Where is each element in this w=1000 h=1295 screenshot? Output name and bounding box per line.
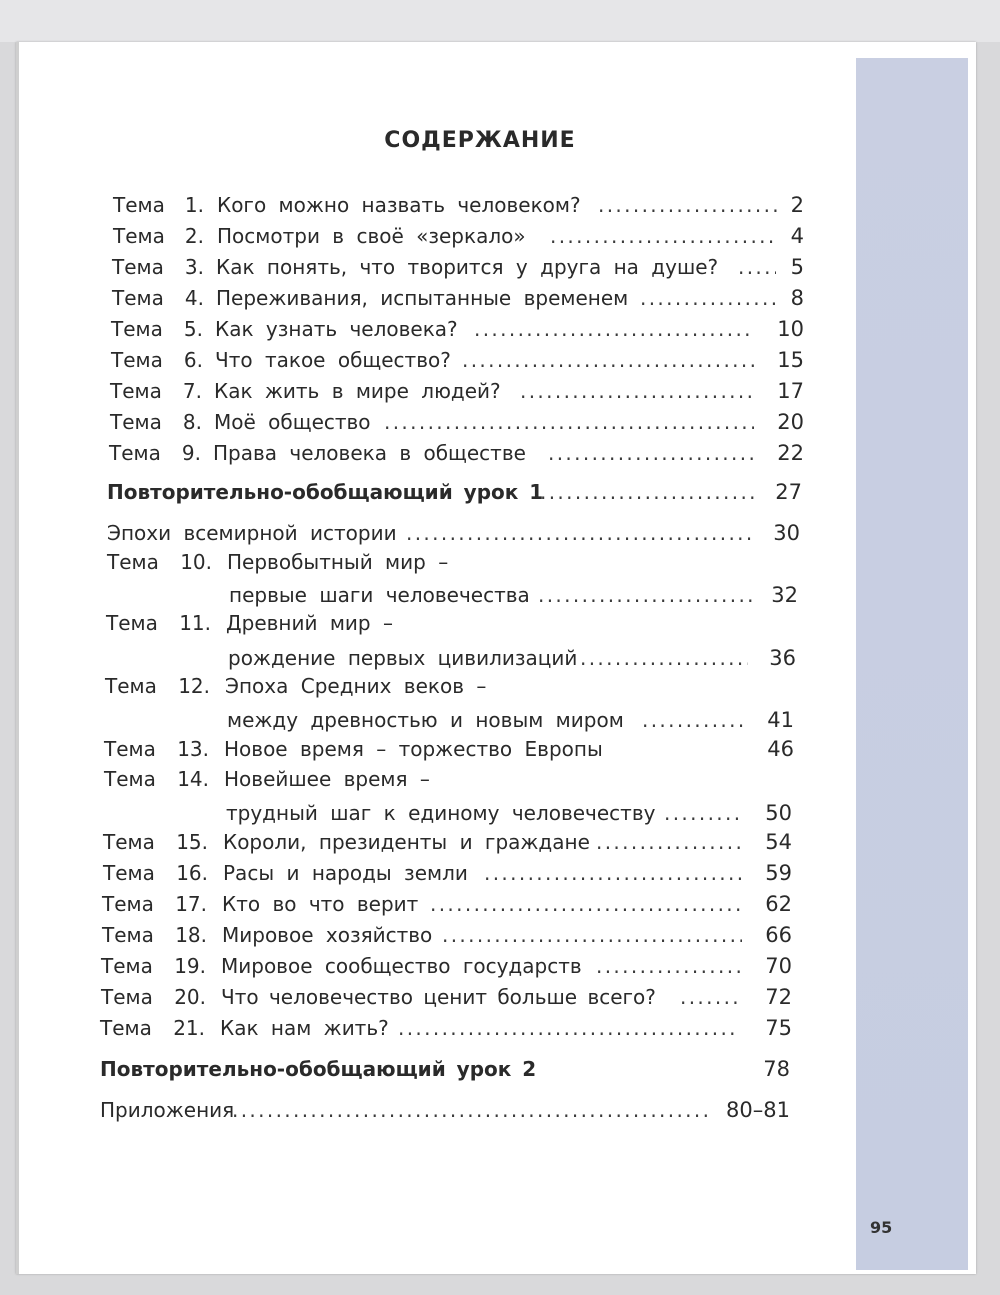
page-title: СОДЕРЖАНИЕ bbox=[384, 128, 576, 153]
toc-entry-label: Тема bbox=[113, 224, 165, 248]
toc-leader-dots bbox=[596, 951, 742, 981]
toc-entry-page: 32 bbox=[771, 583, 798, 607]
toc-entry-page: 2 bbox=[790, 193, 804, 217]
toc-entry-title: Мировое хозяйство bbox=[222, 923, 433, 947]
toc-entry-number: 4. bbox=[184, 286, 204, 310]
toc-entry-review bbox=[0, 477, 1000, 507]
toc-entry-title: Как узнать человека? bbox=[215, 317, 458, 341]
toc-entry-title: Как жить в мире людей? bbox=[214, 379, 501, 403]
toc-entry-title: Эпохи всемирной истории bbox=[107, 521, 397, 545]
toc-entry-label: Тема bbox=[102, 923, 154, 947]
toc-entry-title: Кого можно назвать человеком? bbox=[217, 193, 581, 217]
toc-entry-page: 59 bbox=[765, 861, 792, 885]
toc-entry-number: 8. bbox=[182, 410, 202, 434]
toc-leader-dots bbox=[580, 643, 748, 673]
toc-leader-dots bbox=[398, 1013, 740, 1043]
toc-entry bbox=[0, 951, 1000, 981]
toc-entry-page: 15 bbox=[777, 348, 804, 372]
toc-entry bbox=[0, 889, 1000, 919]
toc-entry-subtitle: рождение первых цивилизаций bbox=[228, 646, 578, 670]
toc-entry-label: Тема bbox=[110, 410, 162, 434]
toc-entry-label: Тема bbox=[104, 737, 156, 761]
toc-entry-title: Расы и народы земли bbox=[223, 861, 468, 885]
toc-entry-page: 78 bbox=[763, 1057, 790, 1081]
toc-entry-number: 3. bbox=[184, 255, 204, 279]
toc-entry-label: Тема bbox=[102, 892, 154, 916]
toc-entry bbox=[0, 376, 1000, 406]
toc-entry-number: 5. bbox=[183, 317, 203, 341]
toc-entry-label: Тема bbox=[100, 1016, 152, 1040]
toc-entry-number: 13. bbox=[177, 737, 209, 761]
toc-leader-dots bbox=[642, 705, 746, 735]
toc-entry-title: Как нам жить? bbox=[220, 1016, 389, 1040]
toc-entry-page: 4 bbox=[790, 224, 804, 248]
toc-entry-page: 62 bbox=[765, 892, 792, 916]
toc-entry-page: 54 bbox=[765, 830, 792, 854]
toc-entry-number: 14. bbox=[177, 767, 209, 791]
toc-entry-label: Тема bbox=[104, 767, 156, 791]
toc-entry bbox=[0, 827, 1000, 857]
toc-entry-title: Приложения bbox=[100, 1098, 235, 1122]
toc-entry-title: Короли, президенты и граждане bbox=[223, 830, 590, 854]
toc-entry bbox=[0, 858, 1000, 888]
toc-entry-title: Переживания, испытанные временем bbox=[216, 286, 629, 310]
toc-entry-title: Как понять, что творится у друга на душе? bbox=[216, 255, 719, 279]
toc-leader-dots bbox=[406, 518, 754, 548]
toc-leader-dots bbox=[442, 920, 742, 950]
toc-entry-title: Мировое сообщество государств bbox=[221, 954, 582, 978]
toc-entry-number: 18. bbox=[175, 923, 207, 947]
toc-entry-title: Посмотри в своё «зеркало» bbox=[217, 224, 526, 248]
toc-entry-subtitle: между древностью и новым миром bbox=[227, 708, 624, 732]
toc-entry-title: Повторительно-обобщающий урок 2 bbox=[100, 1057, 537, 1081]
toc-entry-page: 66 bbox=[765, 923, 792, 947]
toc-entry-page: 27 bbox=[775, 480, 802, 504]
toc-entry-page: 46 bbox=[767, 737, 794, 761]
toc-entry-number: 20. bbox=[174, 985, 206, 1009]
toc-entry-title: Повторительно-обобщающий урок 1 bbox=[107, 480, 544, 504]
toc-entry-label: Тема bbox=[101, 954, 153, 978]
toc-entry-page: 75 bbox=[765, 1016, 792, 1040]
toc-entry-title: Новейшее время – bbox=[224, 767, 430, 791]
toc-leader-dots bbox=[596, 827, 744, 857]
toc-entry-title: Первобытный мир – bbox=[227, 550, 449, 574]
toc-leader-dots bbox=[538, 580, 752, 610]
toc-leader-dots bbox=[462, 345, 754, 375]
toc-entry bbox=[0, 982, 1000, 1012]
toc-leader-dots bbox=[548, 438, 754, 468]
toc-entry-number: 10. bbox=[180, 550, 212, 574]
toc-entry-page: 30 bbox=[773, 521, 800, 545]
toc-entry bbox=[0, 547, 1000, 577]
toc-leader-dots bbox=[484, 858, 744, 888]
toc-leader-dots bbox=[598, 190, 778, 220]
toc-entry-page: 36 bbox=[769, 646, 796, 670]
toc-entry-review bbox=[0, 1054, 1000, 1084]
toc-entry-number: 15. bbox=[176, 830, 208, 854]
toc-entry-page: 8 bbox=[790, 286, 804, 310]
toc-entry bbox=[0, 407, 1000, 437]
toc-entry-title: Эпоха Средних веков – bbox=[225, 674, 487, 698]
toc-entry bbox=[0, 1095, 1000, 1125]
toc-entry-number: 1. bbox=[184, 193, 204, 217]
toc-leader-dots bbox=[680, 982, 740, 1012]
toc-entry bbox=[0, 283, 1000, 313]
toc-leader-dots bbox=[640, 283, 776, 313]
toc-entry-label: Тема bbox=[109, 441, 161, 465]
toc-entry-number: 16. bbox=[176, 861, 208, 885]
toc-leader-dots bbox=[540, 477, 754, 507]
toc-entry-number: 7. bbox=[182, 379, 202, 403]
toc-entry-page: 70 bbox=[765, 954, 792, 978]
toc-entry bbox=[0, 190, 1000, 220]
toc-entry bbox=[0, 608, 1000, 638]
toc-entry-title: Древний мир – bbox=[226, 611, 393, 635]
toc-leader-dots bbox=[520, 376, 754, 406]
toc-entry-page: 50 bbox=[765, 801, 792, 825]
toc-entry-subtitle: первые шаги человечества bbox=[229, 583, 530, 607]
toc-entry-number: 21. bbox=[173, 1016, 205, 1040]
toc-entry-number: 11. bbox=[179, 611, 211, 635]
toc-entry-page: 41 bbox=[767, 708, 794, 732]
toc-leader-dots bbox=[384, 407, 754, 437]
toc-entry-page: 72 bbox=[765, 985, 792, 1009]
toc-entry-number: 2. bbox=[184, 224, 204, 248]
toc-entry bbox=[0, 671, 1000, 701]
toc-entry-number: 6. bbox=[183, 348, 203, 372]
toc-entry-continuation bbox=[0, 643, 1000, 673]
toc-entry-number: 17. bbox=[175, 892, 207, 916]
toc-entry-continuation bbox=[0, 580, 1000, 610]
toc-entry-label: Тема bbox=[111, 317, 163, 341]
toc-entry-label: Тема bbox=[103, 830, 155, 854]
toc-entry-title: Права человека в обществе bbox=[213, 441, 526, 465]
toc-entry-label: Тема bbox=[112, 255, 164, 279]
toc-entry bbox=[0, 345, 1000, 375]
toc-leader-dots bbox=[550, 221, 776, 251]
toc-entry bbox=[0, 438, 1000, 468]
toc-entry-page: 10 bbox=[777, 317, 804, 341]
toc-leader-dots bbox=[664, 798, 744, 828]
toc-entry bbox=[0, 221, 1000, 251]
toc-entry-title: Кто во что верит bbox=[222, 892, 419, 916]
toc-entry bbox=[0, 920, 1000, 950]
toc-entry-title: Что человечество ценит больше всего? bbox=[221, 985, 656, 1009]
toc-entry-page: 20 bbox=[777, 410, 804, 434]
toc-entry-label: Тема bbox=[110, 379, 162, 403]
toc-entry-page: 17 bbox=[777, 379, 804, 403]
toc-entry-continuation bbox=[0, 798, 1000, 828]
page-number: 95 bbox=[870, 1218, 893, 1237]
toc-entry-page: 22 bbox=[777, 441, 804, 465]
toc-entry-label: Тема bbox=[106, 611, 158, 635]
toc-entry-label: Тема bbox=[113, 193, 165, 217]
toc-entry bbox=[0, 518, 1000, 548]
toc-leader-dots bbox=[474, 314, 754, 344]
toc-leader-dots bbox=[430, 889, 744, 919]
toc-entry-label: Тема bbox=[107, 550, 159, 574]
toc-entry-label: Тема bbox=[111, 348, 163, 372]
toc-entry-title: Новое время – торжество Европы bbox=[224, 737, 603, 761]
toc-entry-label: Тема bbox=[101, 985, 153, 1009]
toc-entry-label: Тема bbox=[105, 674, 157, 698]
toc-entry-title: Моё общество bbox=[214, 410, 371, 434]
toc-entry-page: 80–81 bbox=[726, 1098, 790, 1122]
toc-entry-number: 9. bbox=[181, 441, 201, 465]
toc-entry-label: Тема bbox=[112, 286, 164, 310]
toc-entry-subtitle: трудный шаг к единому человечеству bbox=[226, 801, 656, 825]
toc-entry-continuation bbox=[0, 705, 1000, 735]
toc-entry-title: Что такое общество? bbox=[215, 348, 451, 372]
toc-entry-number: 19. bbox=[174, 954, 206, 978]
toc-entry bbox=[0, 734, 1000, 764]
toc-leader-dots bbox=[232, 1095, 708, 1125]
toc-entry-label: Тема bbox=[103, 861, 155, 885]
toc-entry bbox=[0, 252, 1000, 282]
toc-entry-page: 5 bbox=[790, 255, 804, 279]
toc-entry bbox=[0, 314, 1000, 344]
toc-entry bbox=[0, 764, 1000, 794]
toc-entry bbox=[0, 1013, 1000, 1043]
toc-entry-number: 12. bbox=[178, 674, 210, 698]
